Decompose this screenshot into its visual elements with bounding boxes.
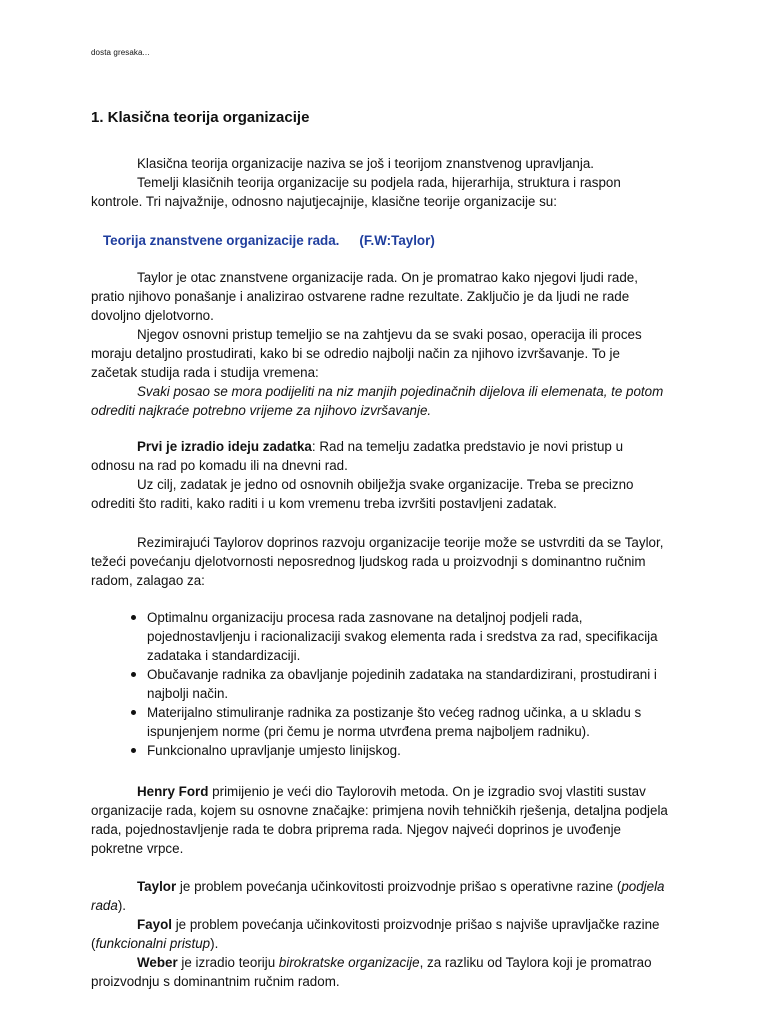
task-text: : Rad na temelju zadatka predstavio je novi pristup u odnosu na rad po komadu ili na dnevni rad. [91, 439, 624, 473]
summary-block [91, 533, 669, 590]
fayol-comparison [91, 915, 669, 953]
task-bold: Prvi je izradio ideju zadatka [137, 439, 312, 454]
intro-block [91, 154, 669, 211]
summary-paragraph: Rezimirajući Taylorov doprinos razvoju organizacije teorije može se ustvrditi da se Taylor, težeći povećanju djelotvornosti neposrednog ljudskog rada u proizvodnji s dominantno ručnim radom, zalagao za: [91, 535, 664, 588]
taylor-quote: Svaki posao se mora podijeliti na niz manjih pojedinačnih dijelova ili elemenata, te potom odrediti najkraće potrebno vrijeme za njihovo izvršavanje. [91, 384, 664, 418]
task-block [91, 437, 669, 513]
ford-bold: Henry Ford [137, 784, 209, 799]
list-item: Obučavanje radnika za obavljanje pojedinih zadataka na standardizirani, prostudirani i najbolji način. [91, 665, 669, 703]
ford-text: primijenio je veći dio Taylorovih metoda. On je izgradio svoj vlastiti sustav organizacije rada, kojem su osnovne značajke: primjena novih tehničkih rješenja, detaljna podjela rada, pojednostavljenje rada te dobra priprema rada. Njegov najveći doprinos je uvođenje pokretne vrpce. [91, 784, 668, 856]
weber-comparison-italic: birokratske organizacije [278, 955, 420, 970]
weber-name: Weber [137, 955, 178, 970]
weber-comparison [91, 953, 669, 991]
header-note: dosta gresaka... [91, 48, 150, 57]
subheading-title: Teorija znanstvene organizacije rada. [103, 233, 340, 248]
fayol-comparison-end: ). [210, 936, 219, 951]
subheading [103, 231, 681, 250]
taylor-paragraph-1: Taylor je otac znanstvene organizacije rada. On je promatrao kako njegovi ljudi rade, pratio njihovo ponašanje i analizirao ostvarene radne rezultate. Zaključio je da ljudi ne rade dovoljno djelotvorno. [91, 270, 638, 323]
subheading-author: (F.W:Taylor) [359, 233, 435, 248]
taylor-comparison [91, 877, 669, 915]
taylor-comparison-text: je problem povećanja učinkovitosti proizvodnje prišao s operativne razine ( [176, 879, 622, 894]
ford-paragraph [91, 782, 669, 858]
bullet-list [91, 608, 669, 760]
intro-paragraph-1: Klasična teorija organizacije naziva se još i teorijom znanstvenog upravljanja. [137, 156, 595, 171]
task-paragraph-1 [91, 437, 669, 475]
section-heading: 1. Klasična teorija organizacije [91, 109, 310, 126]
task-paragraph-2: Uz cilj, zadatak je jedno od osnovnih obilježja svake organizacije. Treba se precizno odrediti što raditi, kako raditi i u kom vremenu treba izvršiti postavljeni zadatak. [91, 477, 634, 511]
comparison-block [91, 877, 669, 991]
taylor-comparison-italic: podjela rada [91, 879, 665, 913]
intro-paragraph-2: Temelji klasičnih teorija organizacije su podjela rada, hijerarhija, struktura i raspon kontrole. Tri najvažnije, odnosno najutjecajnije, klasične teorije organizacije su: [91, 175, 621, 209]
list-item: Materijalno stimuliranje radnika za postizanje što većeg radnog učinka, a u skladu s ispunjenjem norme (pri čemu je norma utvrđena prema najboljem radniku). [91, 703, 669, 741]
weber-comparison-text: je izradio teoriju [177, 955, 279, 970]
fayol-comparison-italic: funkcionalni pristup [95, 936, 211, 951]
list-item: Funkcionalno upravljanje umjesto linijskog. [91, 741, 669, 760]
taylor-comparison-end: ). [117, 898, 126, 913]
weber-comparison-end: , za razliku od Taylora koji je promatrao proizvodnju s dominantnim ručnim radom. [91, 955, 652, 989]
list-item: Optimalnu organizaciju procesa rada zasnovane na detaljnoj podjeli rada, pojednostavljenju i racionalizaciji svakog elementa rada i sredstva za rad, specifikacija zadataka i standardizaciji. [91, 608, 669, 665]
fayol-comparison-text: je problem povećanja učinkovitosti proizvodnje prišao s najviše upravljačke razine ( [91, 917, 660, 951]
taylor-name: Taylor [137, 879, 177, 894]
taylor-block [91, 268, 669, 420]
fayol-name: Fayol [137, 917, 172, 932]
bullet-list-block [91, 608, 669, 760]
taylor-paragraph-2: Njegov osnovni pristup temeljio se na zahtjevu da se svaki posao, operacija ili proces moraju detaljno prostudirati, kako bi se odredio najbolji način za njihovo izvršavanje. To je začetak studija rada i studija vremena: [91, 327, 642, 380]
ford-block [91, 782, 669, 858]
